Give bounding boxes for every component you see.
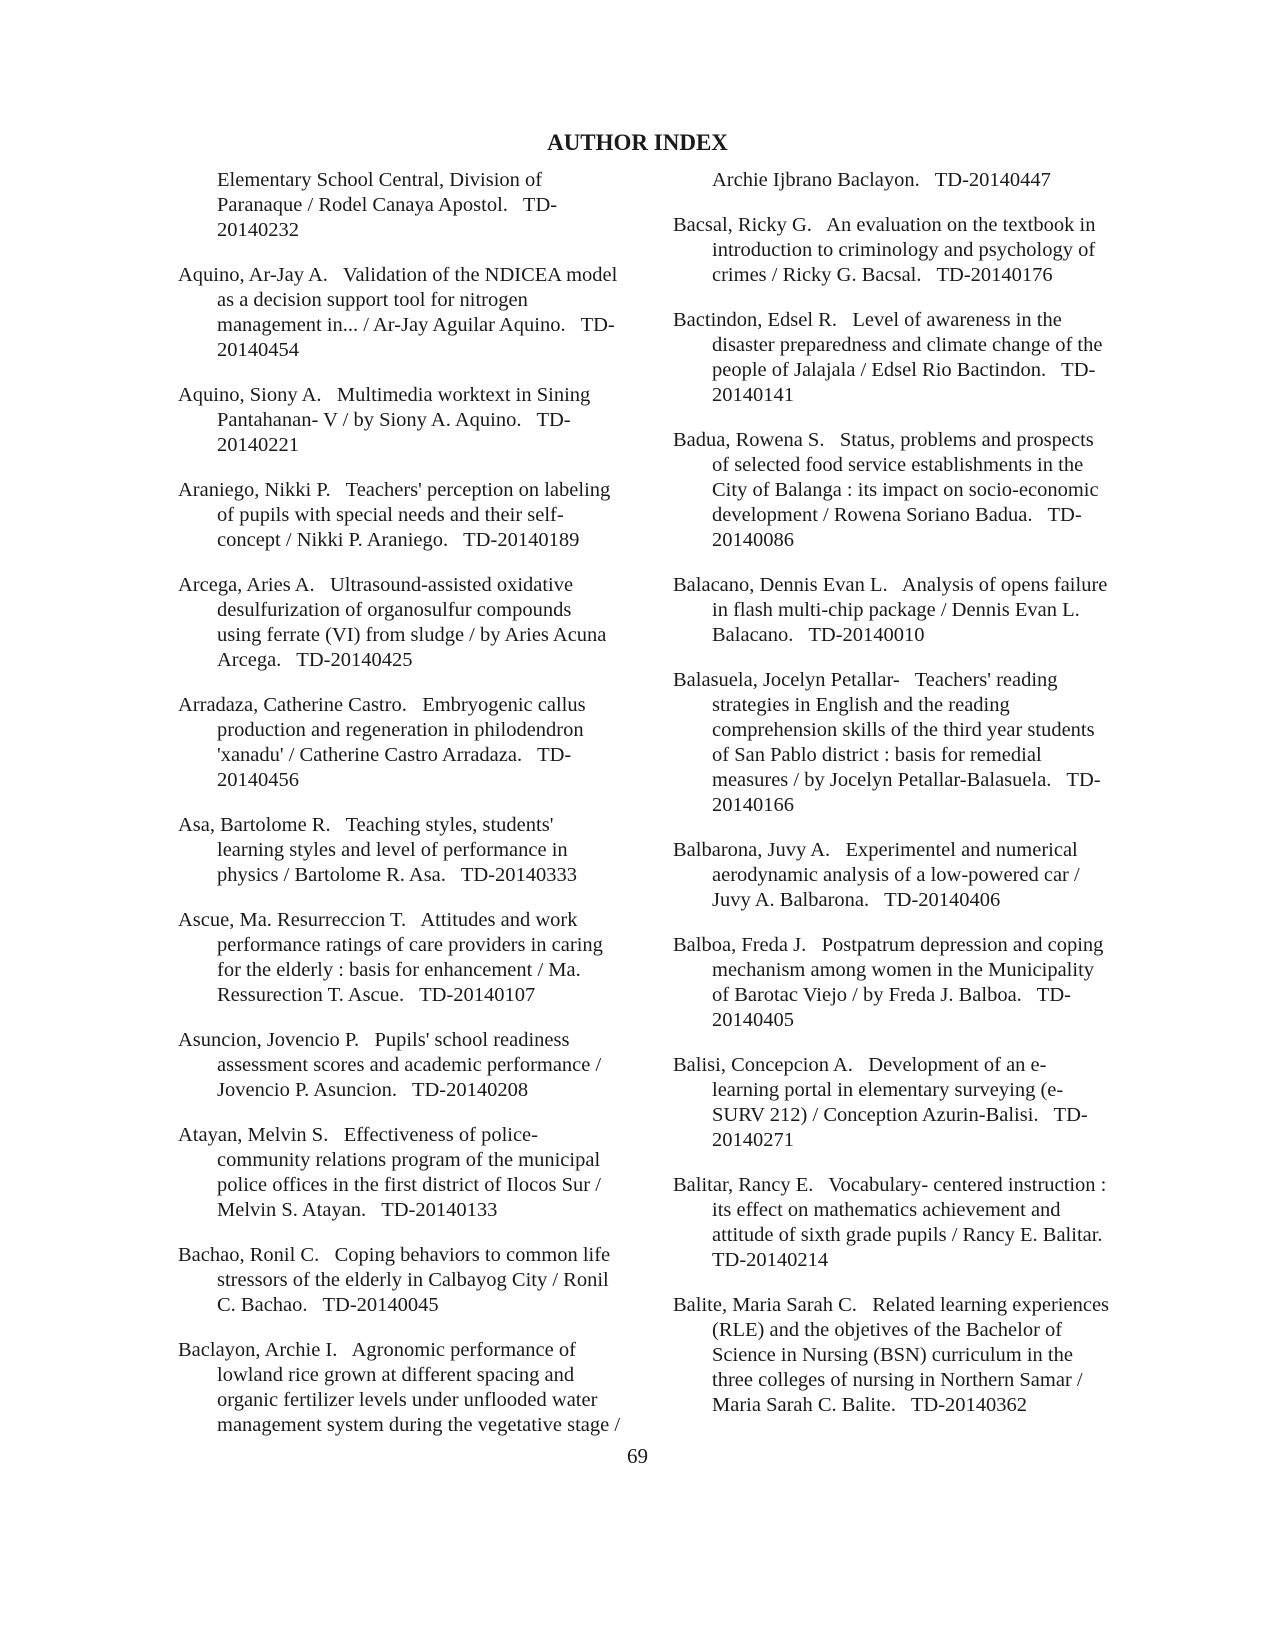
index-entry (673, 1173, 1148, 1273)
entry-line: assessment scores and academic performance / (217, 1054, 602, 1076)
entry-line: lowland rice grown at different spacing and (217, 1364, 575, 1386)
entry-line: Aquino, Ar-Jay A. Validation of the NDICEA model (178, 264, 618, 286)
entry-line: Maria Sarah C. Balite. TD-20140362 (712, 1394, 1028, 1416)
entry-line: TD-20140214 (712, 1249, 829, 1271)
entry-line: Balisi, Concepcion A. Development of an e- (673, 1054, 1047, 1076)
entry-line: Aquino, Siony A. Multimedia worktext in Sining (178, 384, 591, 406)
entry-line: organic fertilizer levels under unflooded water (217, 1389, 598, 1411)
entry-line: Atayan, Melvin S. Effectiveness of police- (178, 1124, 538, 1146)
entry-line: C. Bachao. TD-20140045 (217, 1294, 439, 1316)
entry-line: Paranaque / Rodel Canaya Apostol. TD- (217, 194, 558, 216)
entry-line: Elementary School Central, Division of (217, 169, 543, 191)
entry-line: police offices in the first district of Ilocos Sur / (217, 1174, 601, 1196)
left-column (178, 168, 653, 1458)
index-entry (673, 428, 1148, 553)
entry-line: 20140086 (712, 529, 794, 551)
entry-line: Archie Ijbrano Baclayon. TD-20140447 (712, 169, 1051, 191)
entry-line: learning styles and level of performance in (217, 839, 568, 861)
entry-line: development / Rowena Soriano Badua. TD- (712, 504, 1082, 526)
entry-line: Arcega, Aries A. Ultrasound-assisted oxidative (178, 574, 574, 596)
entry-line: Jovencio P. Asuncion. TD-20140208 (217, 1079, 529, 1101)
entry-line: Asa, Bartolome R. Teaching styles, students' (178, 814, 554, 836)
entry-line: performance ratings of care providers in caring (217, 934, 603, 956)
entry-line: 20140166 (712, 794, 794, 816)
entry-line: desulfurization of organosulfur compounds (217, 599, 572, 621)
index-entry (178, 478, 653, 553)
index-entry (178, 263, 653, 363)
entry-line: physics / Bartolome R. Asa. TD-20140333 (217, 864, 578, 886)
entry-line: Bacsal, Ricky G. An evaluation on the textbook in (673, 214, 1096, 236)
index-entry (673, 308, 1148, 408)
entry-line: Pantahanan- V / by Siony A. Aquino. TD- (217, 409, 571, 431)
index-entry (673, 933, 1148, 1033)
index-entry (178, 1243, 653, 1318)
index-entry (673, 213, 1148, 288)
entry-line: SURV 212) / Conception Azurin-Balisi. TD- (712, 1104, 1088, 1126)
entry-line: Ressurection T. Ascue. TD-20140107 (217, 984, 536, 1006)
entry-line: Balbarona, Juvy A. Experimentel and numerical (673, 839, 1078, 861)
entry-line: people of Jalajala / Edsel Rio Bactindon. TD- (712, 359, 1096, 381)
entry-line: Baclayon, Archie I. Agronomic performance of (178, 1339, 576, 1361)
entry-line: 20140232 (217, 219, 299, 241)
index-entry (178, 1338, 653, 1438)
entry-line: Science in Nursing (BSN) curriculum in the (712, 1344, 1073, 1366)
entry-line: attitude of sixth grade pupils / Rancy E. Balitar. (712, 1224, 1103, 1246)
entry-line: 20140456 (217, 769, 299, 791)
entry-line: management system during the vegetative stage / (217, 1414, 621, 1436)
entry-line: measures / by Jocelyn Petallar-Balasuela. TD- (712, 769, 1101, 791)
index-entry (178, 813, 653, 888)
entry-line: of San Pablo district : basis for remedial (712, 744, 1042, 766)
entry-line: Arradaza, Catherine Castro. Embryogenic callus (178, 694, 586, 716)
right-column (673, 168, 1148, 1438)
entry-line: Balasuela, Jocelyn Petallar- Teachers' reading (673, 669, 1058, 691)
entry-line: Juvy A. Balbarona. TD-20140406 (712, 889, 1001, 911)
entry-line: Balacano, Dennis Evan L. Analysis of opens failure (673, 574, 1108, 596)
index-entry (178, 1028, 653, 1103)
index-entry (178, 693, 653, 793)
index-entry (673, 168, 1148, 193)
entry-line: disaster preparedness and climate change of the (712, 334, 1103, 356)
index-entry (673, 1053, 1148, 1153)
entry-line: of Barotac Viejo / by Freda J. Balboa. TD- (712, 984, 1071, 1006)
entry-line: mechanism among women in the Municipality (712, 959, 1095, 981)
entry-line: 20140405 (712, 1009, 794, 1031)
index-entry (673, 668, 1148, 818)
entry-line: Badua, Rowena S. Status, problems and prospects (673, 429, 1094, 451)
index-entry (178, 908, 653, 1008)
entry-line: Balitar, Rancy E. Vocabulary- centered instruction : (673, 1174, 1107, 1196)
entry-line: Asuncion, Jovencio P. Pupils' school readiness (178, 1029, 570, 1051)
entry-line: Bactindon, Edsel R. Level of awareness in the (673, 309, 1062, 331)
entry-line: in flash multi-chip package / Dennis Evan L. (712, 599, 1080, 621)
entry-line: City of Balanga : its impact on socio-economic (712, 479, 1099, 501)
entry-line: comprehension skills of the third year students (712, 719, 1095, 741)
entry-line: Bachao, Ronil C. Coping behaviors to common life (178, 1244, 611, 1266)
entry-line: crimes / Ricky G. Bacsal. TD-20140176 (712, 264, 1053, 286)
entry-line: as a decision support tool for nitrogen (217, 289, 528, 311)
entry-line: 'xanadu' / Catherine Castro Arradaza. TD- (217, 744, 572, 766)
entry-line: (RLE) and the objetives of the Bachelor of (712, 1319, 1063, 1341)
index-entry (673, 1293, 1148, 1418)
entry-line: strategies in English and the reading (712, 694, 1010, 716)
index-entry (178, 1123, 653, 1223)
entry-line: three colleges of nursing in Northern Samar / (712, 1369, 1083, 1391)
entry-line: concept / Nikki P. Araniego. TD-20140189 (217, 529, 580, 551)
entry-line: 20140271 (712, 1129, 794, 1151)
entry-line: Melvin S. Atayan. TD-20140133 (217, 1199, 498, 1221)
entry-line: management in... / Ar-Jay Aguilar Aquino. TD- (217, 314, 615, 336)
index-entry (178, 383, 653, 458)
page-title: AUTHOR INDEX (547, 130, 728, 156)
entry-line: using ferrate (VI) from sludge / by Aries Acuna (217, 624, 607, 646)
entry-line: production and regeneration in philodendron (217, 719, 584, 741)
entry-line: Balacano. TD-20140010 (712, 624, 925, 646)
entry-line: of selected food service establishments in the (712, 454, 1084, 476)
entry-line: Balite, Maria Sarah C. Related learning experiences (673, 1294, 1110, 1316)
index-entry (673, 573, 1148, 648)
entry-line: of pupils with special needs and their self- (217, 504, 564, 526)
entry-line: aerodynamic analysis of a low-powered car / (712, 864, 1080, 886)
entry-line: Arcega. TD-20140425 (217, 649, 413, 671)
index-entry (673, 838, 1148, 913)
entry-line: for the elderly : basis for enhancement / Ma. (217, 959, 581, 981)
index-entry (178, 573, 653, 673)
page-number: 69 (627, 1444, 648, 1468)
entry-line: Araniego, Nikki P. Teachers' perception on labeling (178, 479, 611, 501)
entry-line: 20140454 (217, 339, 299, 361)
entry-line: introduction to criminology and psychology of (712, 239, 1096, 261)
entry-line: community relations program of the municipal (217, 1149, 601, 1171)
entry-line: 20140221 (217, 434, 299, 456)
entry-line: stressors of the elderly in Calbayog City / Ronil (217, 1269, 609, 1291)
entry-line: its effect on mathematics achievement and (712, 1199, 1061, 1221)
index-entry (178, 168, 653, 243)
entry-line: learning portal in elementary surveying (e- (712, 1079, 1064, 1101)
entry-line: Balboa, Freda J. Postpatrum depression and coping (673, 934, 1104, 956)
entry-line: Ascue, Ma. Resurreccion T. Attitudes and work (178, 909, 578, 931)
entry-line: 20140141 (712, 384, 794, 406)
